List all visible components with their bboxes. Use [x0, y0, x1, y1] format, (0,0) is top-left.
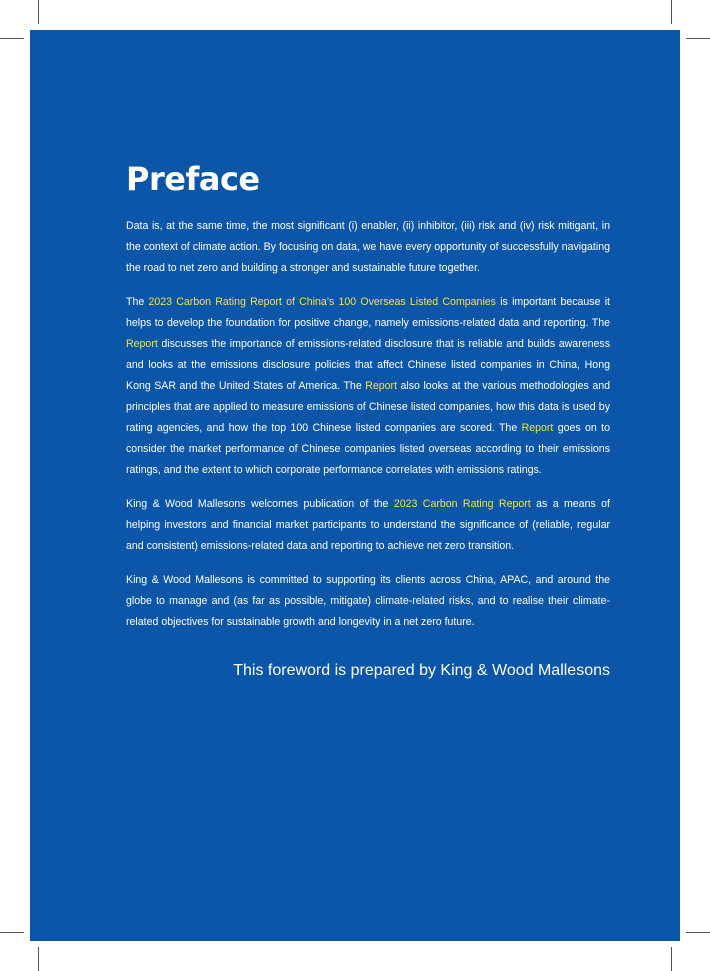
- report-title-highlight: 2023 Carbon Rating Report: [393, 498, 531, 510]
- paragraph-text: King & Wood Mallesons welcomes publication of the: [126, 498, 394, 510]
- report-title-highlight: 2023 Carbon Rating Report of China’s 100 Overseas Listed Companies: [148, 296, 496, 308]
- crop-mark: [671, 0, 672, 24]
- paragraph-text: goes on to consider the market performance of Chinese companies listed overseas according to their emissions ratings, and the extent to which corporate performance correlates with emissions ratings.: [126, 422, 610, 476]
- crop-mark: [671, 947, 672, 971]
- report-highlight: Report: [126, 338, 158, 350]
- paragraph-1: Data is, at the same time, the most significant (i) enabler, (ii) inhibitor, (iii) risk and (iv) risk mitigant, in the context of climate action. By focusing on data, we have every opportunity of successfully navigating the road to net zero and building a stronger and sustainable future together.: [126, 220, 610, 274]
- crop-mark: [0, 932, 24, 933]
- paragraph-3: [126, 494, 610, 557]
- paragraph-text: discusses the importance of emissions-related disclosure that is reliable and builds awareness and looks at the emissions disclosure policies that affect Chinese listed companies in China, Hong Kong SAR and the United States of America. The: [126, 338, 610, 392]
- report-highlight: Report: [365, 380, 398, 392]
- foreword-credit: This foreword is prepared by King & Wood Mallesons: [233, 662, 610, 679]
- paragraph-4: King & Wood Mallesons is committed to supporting its clients across China, APAC, and around the globe to manage and (as far as possible, mitigate) climate-related risks, and to realise their climate-related objectives for sustainable growth and longevity in a net zero future.: [126, 574, 610, 628]
- crop-mark: [38, 947, 39, 971]
- crop-mark: [686, 38, 710, 39]
- crop-mark: [686, 932, 710, 933]
- page-title: Preface: [126, 160, 260, 198]
- paragraph-text: is important because it helps to develop the foundation for positive change, namely emissions-related data and reporting. The: [126, 296, 611, 329]
- crop-mark: [0, 38, 24, 39]
- report-highlight: Report: [521, 422, 554, 434]
- paragraph-text: also looks at the various methodologies and principles that are applied to measure emissions of Chinese listed companies, how this data is used by rating agencies, and how the top 100 Chinese listed companies are scored. The: [126, 380, 610, 434]
- paragraph-text: as a means of helping investors and financial market participants to understand the significance of (reliable, regular and consistent) emissions-related data and reporting to achieve net zero transition.: [126, 498, 610, 552]
- crop-mark: [38, 0, 39, 24]
- paragraph-2: [126, 292, 610, 481]
- paragraph-text: The: [126, 296, 149, 308]
- preface-body: [126, 216, 610, 646]
